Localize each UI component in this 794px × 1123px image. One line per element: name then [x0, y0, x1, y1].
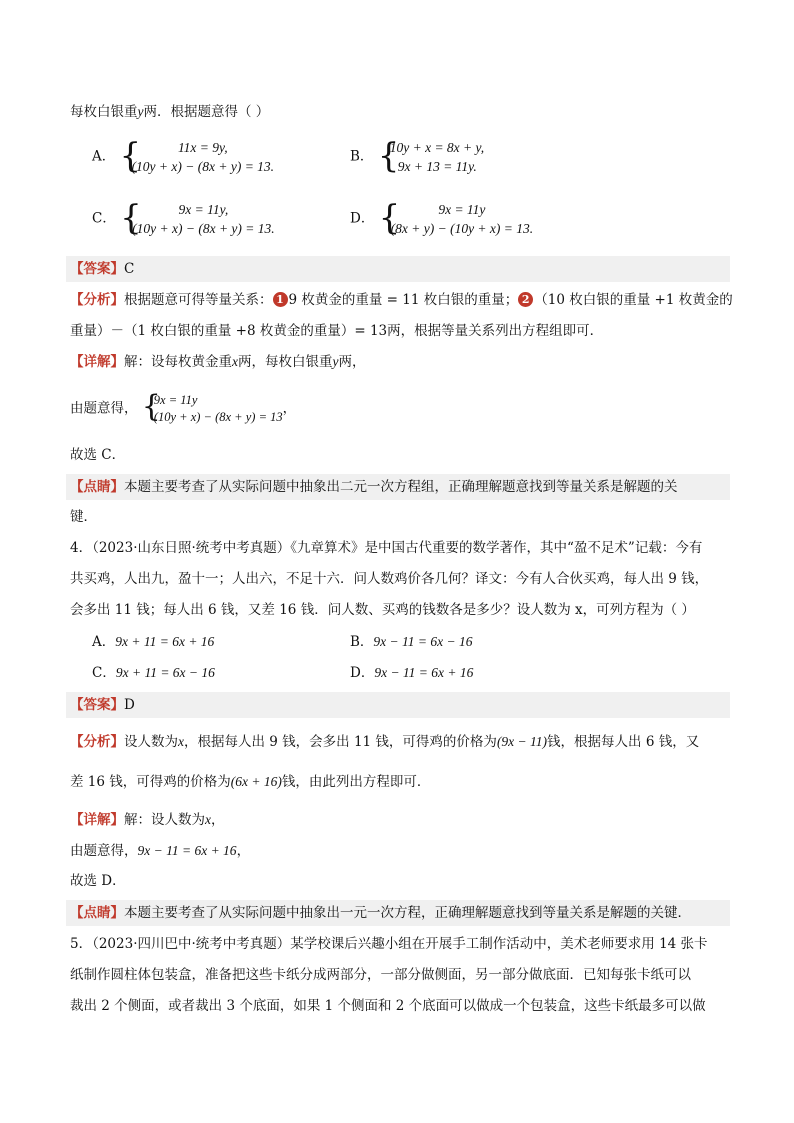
analysis-text: （10 枚白银的重量 +1 枚黄金的 [534, 292, 733, 308]
detail-text: ， [236, 843, 251, 859]
answer-tag: 【答案】 [70, 261, 124, 277]
detail-var: x [232, 354, 238, 369]
q4-stem-line2: 共买鸡，人出九，盈十一；人出六，不足十六．问人数鸡价各几何？译文：今有人合伙买鸡，每人出 9 钱， [70, 571, 709, 587]
option-label: C． [92, 210, 116, 227]
q3-analysis-line2: 重量）－（1 枚白银的重量 +8 枚黄金的重量）= 13两，根据等量关系列出方程组即可． [70, 323, 604, 339]
analysis-text: 根据题意可得等量关系： [124, 292, 273, 308]
q3-intro-text: 每枚白银重 [70, 104, 138, 120]
option-expr: 9x + 11 = 6x − 16 [115, 665, 215, 680]
equation-row: (10y + x) − (8x + y) = 13. [132, 221, 275, 236]
q3-detail-system [70, 389, 297, 426]
q3-option-b[interactable] [350, 138, 484, 176]
detail-text: 由题意得， [70, 843, 138, 859]
analysis-text: 钱，根据每人出 6 钱，又 [547, 734, 700, 750]
comment-tag: 【点睛】 [70, 479, 124, 495]
circled-number-icon: 1 [273, 292, 288, 307]
equation-row: 9x = 11y, [178, 202, 229, 217]
q3-option-a[interactable] [92, 138, 274, 176]
q3-intro-var: y [137, 104, 144, 119]
equation-system: { 9x = 11y (8x + y) − (10y + x) = 13. [378, 198, 534, 238]
analysis-text: 差 16 钱，可得鸡的价格为 [70, 774, 231, 790]
option-label: C． [92, 665, 116, 681]
option-label: D． [350, 665, 375, 681]
detail-text: ， [282, 400, 297, 417]
analysis-text: ，根据每人出 9 钱，会多出 11 钱，可得鸡的价格为 [184, 734, 497, 750]
answer-band [66, 692, 730, 718]
q4-analysis-line2 [70, 772, 430, 792]
analysis-expr: (9x − 11) [496, 734, 548, 749]
analysis-tag: 【分析】 [70, 734, 124, 750]
option-label: D． [350, 210, 375, 227]
q3-option-c[interactable] [92, 200, 275, 238]
q4-answer [70, 695, 135, 715]
detail-tag: 【详解】 [70, 812, 124, 828]
equation-system: { 9x = 11y, (10y + x) − (8x + y) = 13. [120, 198, 275, 238]
q4-stem-line1: 4．（2023·山东日照·统考中考真题）《九章算术》是中国古代重要的数学著作，其中“盈不足术”记载：今有 [70, 540, 703, 556]
detail-var: x [205, 812, 211, 827]
q3-comment [70, 477, 678, 497]
analysis-expr: (6x + 16) [230, 774, 282, 789]
q4-choose: 故选 D． [70, 873, 126, 889]
comment-tag: 【点睛】 [70, 905, 124, 921]
detail-text: ， [211, 812, 225, 828]
q4-option-a[interactable] [92, 632, 214, 652]
q3-intro-tail: 两．根据题意得（ ） [143, 104, 270, 120]
q3-option-d[interactable] [350, 200, 533, 238]
option-label: A． [92, 634, 116, 650]
detail-expr: 9x − 11 = 6x + 16 [137, 843, 237, 858]
equation-row: 9x = 11y [438, 202, 486, 217]
comment-text: 本题主要考查了从实际问题中抽象出二元一次方程组，正确理解题意找到等量关系是解题的关 [124, 479, 678, 495]
q4-stem-line3: 会多出 11 钱；每人出 6 钱，又差 16 钱．问人数、买鸡的钱数各是多少？设人数为 x，可列方程为（ ） [70, 602, 695, 618]
q5-stem-line1: 5．（2023·四川巴中·统考中考真题）某学校课后兴趣小组在开展手工制作活动中，美术老师要求用 14 张卡 [70, 936, 708, 952]
q4-option-d[interactable] [350, 663, 473, 683]
detail-text: 解：设每枚黄金重 [124, 354, 232, 370]
q4-detail [70, 810, 225, 830]
equation-row: 11x = 9y, [177, 140, 228, 155]
option-label: B． [350, 148, 374, 165]
q3-answer [70, 259, 134, 279]
q5-stem-line2: 纸制作圆柱体包装盒，准备把这些卡纸分成两部分，一部分做侧面，另一部分做底面．已知每张卡纸可以 [70, 967, 691, 983]
answer-band [66, 256, 730, 282]
q4-option-c[interactable] [92, 663, 215, 683]
q3-analysis [70, 290, 733, 310]
q4-comment [70, 903, 691, 923]
equation-row: 10y + x = 8x + y, [389, 140, 485, 155]
q5-stem-line3: 裁出 2 个侧面，或者裁出 3 个底面，如果 1 个侧面和 2 个底面可以做成一个包装盒，这些卡纸最多可以做 [70, 998, 706, 1014]
detail-text: 由题意得， [70, 400, 138, 417]
q4-option-b[interactable] [350, 632, 472, 652]
analysis-text: 钱，由此列出方程即可． [281, 774, 431, 790]
equation-system: { 9x = 11y (10y + x) − (8x + y) = 13 [141, 389, 283, 424]
q3-detail [70, 352, 366, 372]
q4-detail-eq [70, 841, 250, 861]
equation-row: 9x + 13 = 11y. [397, 159, 477, 174]
detail-text: 两， [338, 354, 366, 370]
answer-tag: 【答案】 [70, 697, 124, 713]
equation-row: 9x = 11y [153, 393, 198, 407]
analysis-tag: 【分析】 [70, 292, 124, 308]
equation-row: (10y + x) − (8x + y) = 13 [153, 410, 283, 424]
option-label: B． [350, 634, 374, 650]
analysis-text: 9 枚黄金的重量 = 11 枚白银的重量； [288, 292, 519, 308]
equation-row: (8x + y) − (10y + x) = 13. [390, 221, 534, 236]
analysis-var: x [178, 734, 184, 749]
q4-analysis [70, 732, 699, 752]
q3-comment-line2: 键． [70, 509, 97, 525]
detail-var: y [332, 354, 339, 369]
equation-row: (10y + x) − (8x + y) = 13. [131, 159, 275, 174]
option-expr: 9x − 11 = 6x + 16 [374, 665, 474, 680]
detail-text: 两，每枚白银重 [238, 354, 333, 370]
option-expr: 9x − 11 = 6x − 16 [373, 634, 473, 649]
circled-number-icon: 2 [518, 292, 533, 307]
q3-choose: 故选 C． [70, 447, 126, 463]
answer-value: D [124, 697, 135, 713]
equation-system: { 11x = 9y, (10y + x) − (8x + y) = 13. [119, 136, 275, 176]
detail-text: 解：设人数为 [124, 812, 205, 828]
q3-intro [70, 102, 269, 122]
equation-system: { 10y + x = 8x + y, 9x + 13 = 11y. [377, 136, 485, 176]
option-expr: 9x + 11 = 6x + 16 [115, 634, 215, 649]
option-label: A． [92, 148, 116, 165]
analysis-text: 设人数为 [124, 734, 178, 750]
detail-tag: 【详解】 [70, 354, 124, 370]
comment-text: 本题主要考查了从实际问题中抽象出一元一次方程，正确理解题意找到等量关系是解题的关键． [124, 905, 691, 921]
answer-value: C [124, 261, 135, 277]
